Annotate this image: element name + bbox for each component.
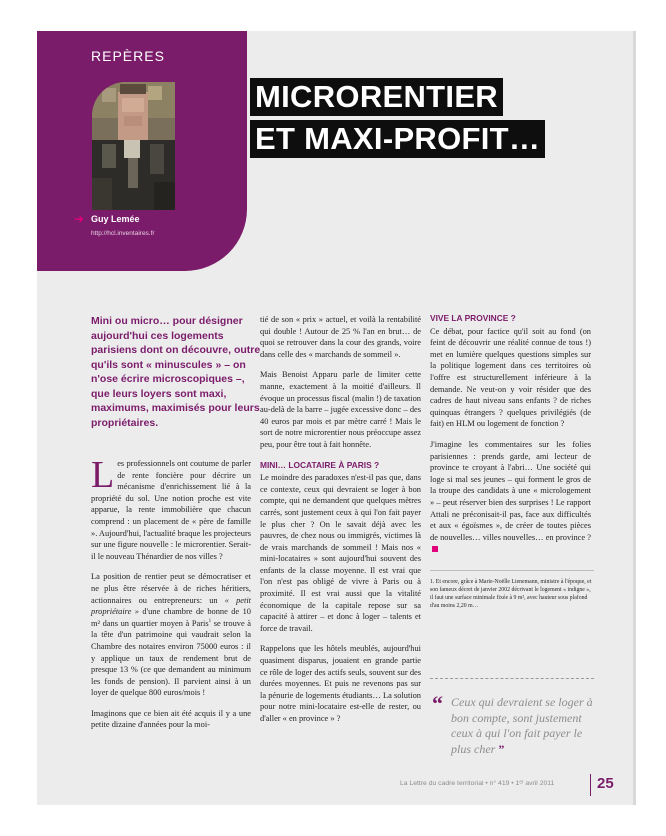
author-url[interactable]: http://hcl.inventaires.fr — [91, 230, 155, 237]
subheading: VIVE LA PROVINCE ? — [430, 313, 516, 323]
subheading: MINI… LOCATAIRE À PARIS ? — [260, 459, 380, 470]
paragraph: La position de rentier peut se démocratiser et ne plus être réservée à de riches héritiers, actionnaires ou entrepreneurs: un « petit propriétaire » d'une chambre de bonne de 10 m² dans un quartier moyen à Paris$^1$ se trouve à la tête d'un patrimoine qui vaudrait selon la Chambre des notaires environ 75000 euros : il y applique un taux de rendement brut de presque 13 % (ce que demandent au minimum les fonds de pension). Il parvient ainsi à un loyer de quelque 800 euros/mois ! — [91, 572, 252, 698]
paragraph: Le moindre des paradoxes n'est-il pas que, dans ce contexte, ceux qui devraient se loger à bon compte, qui ne demandent que quelques mètres carrés, sont justement ceux à qui l'on fait payer le plus cher ? On le savait déjà avec les pauvres, de chez nous ou immigrés, victimes là de vrais marchands de sommeil ! Mais nos « mini-locataires » sont aujourd'hui souvent des enfants de la classe moyenne. Il est vrai que l'on n'est pas obligé de vivre à Paris ou à proximité. Il est vrai aussi que la vitalité économique de la capitale repose sur sa capacité à attirer – et donc à loger – talents et force de travail. — [260, 473, 421, 633]
author-name: Guy Lemée — [91, 214, 140, 224]
column-2 — [260, 314, 421, 734]
page-edge — [633, 31, 636, 805]
quote-divider — [430, 678, 594, 679]
title-line-1: MICRORENTIER — [250, 78, 503, 116]
section-label: REPÈRES — [91, 48, 165, 64]
arrow-right-icon: ➔ — [74, 212, 85, 226]
lead-paragraph: Mini ou micro… pour désigner aujourd'hui ces logements parisiens dont on découvre, outre qu'ils sont « minuscules » – on n'ose écrire microscopiques –, que leurs loyers sont maxi, maximums, maximisés pour leurs propriétaires. — [91, 315, 261, 429]
paragraph: Mais Benoist Apparu parle de limiter cette manne, exactement à la moitié d'ailleurs. Il évoque un processus fiscal (malin !) de taxation au-delà de la barre – jugée excessive donc – des 40 euros par mois et par mètre carré ! Mais le sort de notre microrentier nous préoccupe assez peu, pour être tout à fait honnête. — [260, 370, 421, 449]
page-number: 25 — [597, 775, 614, 792]
article-title — [250, 78, 545, 162]
footer-publication: La Lettre du cadre territorial • n° 419 • 1ᵉʳ avril 2011 — [400, 780, 555, 787]
paragraph: Imaginons que ce bien ait été acquis il y a une petite dizaine d'années pour la moi- — [91, 708, 251, 730]
end-square-icon — [432, 546, 438, 552]
close-quote-icon: ” — [498, 741, 505, 756]
title-line-2: ET MAXI-PROFIT… — [250, 120, 545, 158]
column-1 — [91, 454, 252, 740]
footnote-divider — [430, 570, 594, 571]
paragraph: tié de son « prix » actuel, et voilà la rentabilité qui double ! Autour de 25 % l'an en brut… de quoi se retrouver dans la cour des grands, voire dans celle des « marchands de sommeil ». — [260, 315, 421, 359]
pull-quote: Ceux qui devraient se loger à bon compte, sont justement ceux à qui l'on fait payer le plus cher ” — [451, 695, 593, 756]
footnote: 1. Et encore, grâce à Marie-Noëlle Lienemann, ministre à l'époque, et son fameux décret de janvier 2002 décrivant le logement « indigne », il faut une surface minimale fixée à 9 m², avec hauteur sous plafond d'au moins 2,20 m… — [430, 579, 592, 610]
open-quote-icon: “ — [432, 691, 443, 716]
footnote-ref: 1 — [208, 618, 212, 624]
author-photo — [92, 82, 175, 210]
page-number-divider — [590, 774, 591, 796]
paragraph: Rappelons que les hôtels meublés, aujourd'hui quasiment disparus, jouaient en grande partie ce rôle de loger des actifs seuls, souvent sur des durées moyennes. Et puis ne revenons pas sur la pénurie de logements étudiants… La solution pour notre mini-locataire est-elle de rester, ou d'aller « en province » ? — [260, 644, 421, 723]
drop-cap: L — [91, 454, 115, 496]
paragraph: Ce débat, pour factice qu'il soit au fond (on feint de découvrir une réalité connue de tous !) met en lumière quelques questions simples sur la politique logement dans ces territoires où l'offre est structurellement inférieure à la demande. Ne veut-on y voir résider que des cadres de haut niveau sans enfants ? de riches quinquas étrangers ? quelques privilégiés (de fait) en HLM ou logement de fonction ? — [430, 326, 591, 429]
paragraph: J'imagine les commentaires sur les folies parisiennes : prends garde, ami lecteur de province te croyant à l'abri… Une société qui loge si mal ses jeunes – qui forment le gros de la troupe des candidats à une « micrologement » – peut réserver bien des surprises ! Le rapport Attali ne préconisait-il pas, face aux difficultés et aux « égoïsmes », de créer de toutes pièces de nouvelles… villes nouvelles… en province ? — [430, 439, 591, 555]
column-3 — [430, 313, 591, 564]
paragraph: Les professionnels ont coutume de parler de rente foncière pour décrire un mécanisme d'enrichissement lié à la propriété du sol. Une notion proche est vite apparue, la rente immobilière que chacun comprend : un placement de « père de famille ». Aujourd'hui, l'actualité braque les projecteurs sur une figure nouvelle : le microrentier. Serait-il le nouveau Thénardier de nos villes ? — [91, 454, 251, 561]
